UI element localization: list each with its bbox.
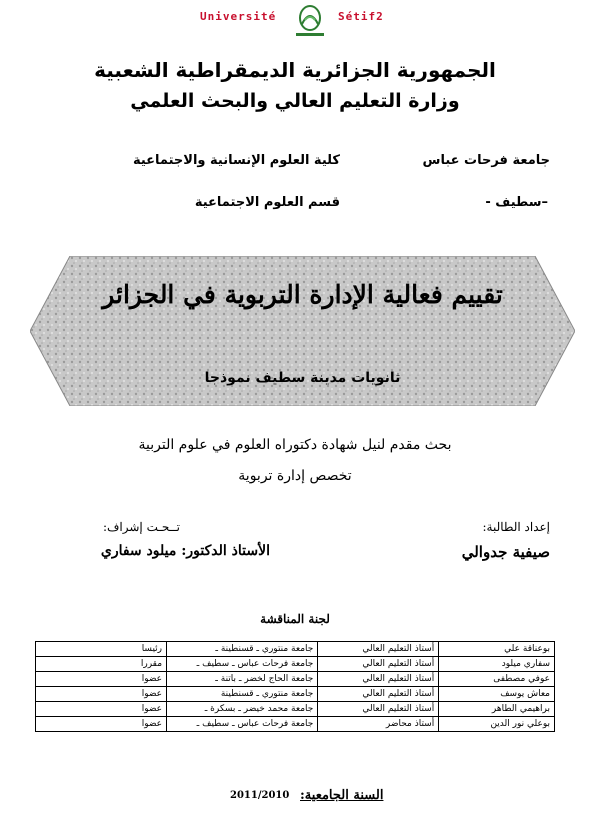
academic-year-value: 2011/2010 [230,790,290,801]
member-role: عضوا [36,702,167,717]
member-rank: أستاذ التعليم العالي [318,642,439,657]
table-row [36,687,555,702]
table-row [36,672,555,687]
member-rank: أستاذ التعليم العالي [318,702,439,717]
member-university: جامعة فرحات عباس ـ سطيف ـ [167,717,318,732]
member-rank: أستاذ التعليم العالي [318,687,439,702]
supervisor-name: الأستاذ الدكتور: ميلود سفاري [100,543,270,559]
thesis-specialty: تخصص إدارة تربوية [238,468,352,484]
member-name: بوعلي نور الدين [439,717,555,732]
thesis-subtitle: ثانويات مدينة سطيف نموذجا [204,370,401,386]
member-role: رئيسا [36,642,167,657]
member-role: مقررا [36,657,167,672]
member-name: معاش يوسف [439,687,555,702]
committee-title: لجنة المناقشة [260,612,330,626]
university-name: جامعة فرحات عباس [422,153,550,168]
member-name: عوفي مصطفى [439,672,555,687]
city-name: –سطيف - [485,195,548,210]
university-label-right: Sétif2 [338,10,384,23]
member-rank: أستاذ التعليم العالي [318,672,439,687]
faculty-name: كلية العلوم الإنسانية والاجتماعية [132,153,340,168]
member-university: جامعة فرحات عباس ـ سطيف ـ [167,657,318,672]
member-university: جامعة محمد خيضر ـ بسكرة ـ [167,702,318,717]
student-name: صيفية جدوالي [461,543,550,561]
university-emblem-icon [288,4,332,40]
member-role: عضوا [36,687,167,702]
prepared-by-label: إعداد الطالبة: [482,520,550,534]
university-label-left: Université [200,10,277,23]
member-name: بوعناقة علي [439,642,555,657]
member-name: براهيمي الطاهر [439,702,555,717]
academic-year-label: السنة الجامعية: [300,788,384,803]
ministry-heading: وزارة التعليم العالي والبحث العلمي [130,90,460,112]
table-row [36,717,555,732]
republic-heading: الجمهورية الجزائرية الديمقراطية الشعبية [94,58,496,82]
member-role: عضوا [36,717,167,732]
member-name: سفاري ميلود [439,657,555,672]
member-rank: أستاذ التعليم العالي [318,657,439,672]
thesis-title: تقييم فعالية الإدارة التربوية في الجزائر [102,280,503,309]
member-role: عضوا [36,672,167,687]
member-university: جامعة منتوري ـ قسنطينة [167,687,318,702]
table-row [36,657,555,672]
table-row [36,702,555,717]
thesis-description: بحث مقدم لنيل شهادة دكتوراه العلوم في علوم التربية [138,437,452,453]
table-row [36,642,555,657]
member-university: جامعة الحاج لخضر ـ باتنة ـ [167,672,318,687]
member-rank: أستاذ محاضر [318,717,439,732]
department-name: قسم العلوم الاجتماعية [194,195,340,210]
member-university: جامعة منتوري ـ قسنطينة ـ [167,642,318,657]
supervision-label: تــحـت إشراف: [102,520,180,534]
committee-table [35,641,555,732]
